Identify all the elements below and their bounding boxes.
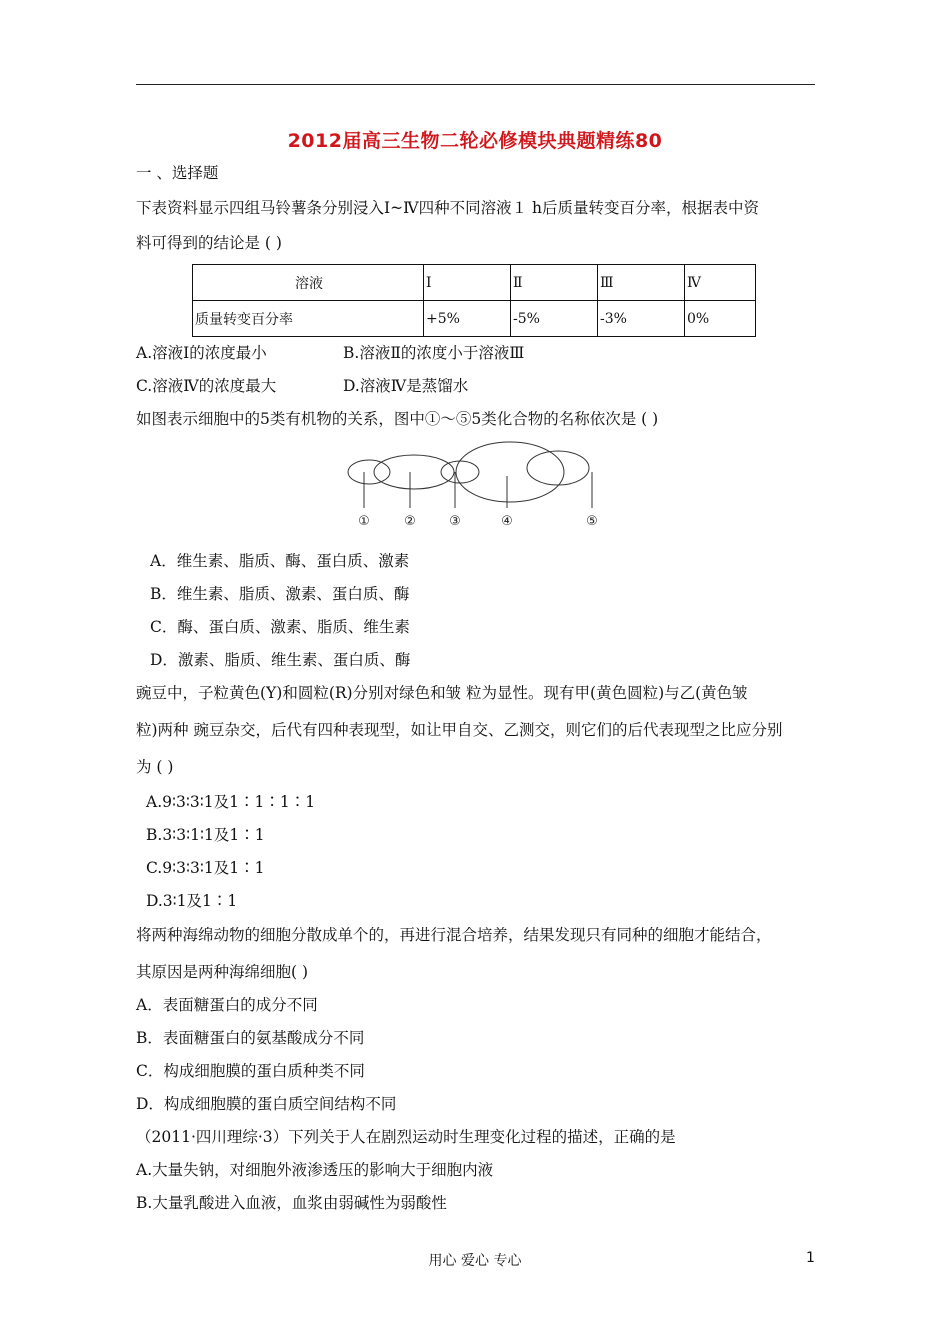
q5-option-a: A.大量失钠，对细胞外液渗透压的影响大于细胞内液 [136, 1161, 494, 1179]
section-heading: 一 、选择题 [136, 164, 219, 182]
q4-option-d: D．构成细胞膜的蛋白质空间结构不同 [136, 1095, 397, 1113]
q1-stem-line1: 下表资料显示四组马铃薯条分别浸入Ⅰ~Ⅳ四种不同溶液１ h后质量转变百分率，根据表中资 [136, 199, 760, 217]
ellipse-1 [348, 460, 390, 484]
ellipse-5 [527, 451, 589, 485]
table-cell: -5% [511, 301, 598, 337]
table-cell: 质量转变百分率 [193, 301, 424, 337]
diagram-label-4: ④ [501, 514, 513, 529]
q3-stem-line3: 为 ( ) [136, 758, 174, 776]
page-number: 1 [806, 1250, 815, 1266]
ellipse-4 [456, 442, 564, 502]
header-rule [136, 84, 815, 85]
table-header-row [193, 265, 756, 301]
q1-option-c: C.溶液Ⅳ的浓度最大 [136, 377, 277, 395]
ellipse-3 [441, 461, 479, 483]
diagram-label-1: ① [358, 514, 370, 529]
ellipse-2 [374, 455, 454, 489]
q1-option-b: B.溶液Ⅱ的浓度小于溶液Ⅲ [343, 344, 525, 362]
q4-option-b: B．表面糖蛋白的氨基酸成分不同 [136, 1029, 365, 1047]
q3-stem-line1: 豌豆中，子粒黄色(Y)和圆粒(R)分别对绿色和皱 粒为显性。现有甲(黄色圆粒)与乙(黄色皱 [136, 684, 748, 702]
page-footer: 用心 爱心 专心 [428, 1253, 522, 1269]
table-cell: Ⅲ [598, 265, 685, 301]
organic-compounds-venn-diagram [340, 432, 620, 532]
diagram-label-5: ⑤ [586, 514, 598, 529]
table-cell: +5% [424, 301, 511, 337]
q1-data-table [192, 264, 756, 337]
q3-stem-line2: 粒)两种 豌豆杂交，后代有四种表现型，如让甲自交、乙测交，则它们的后代表现型之比应分别 [136, 721, 783, 739]
q3-option-d: D.3∶1及1∶1 [146, 892, 238, 910]
table-cell: Ⅱ [511, 265, 598, 301]
q2-option-c: C．酶、蛋白质、激素、脂质、维生素 [150, 618, 410, 636]
q4-stem-line2: 其原因是两种海绵细胞( ) [136, 963, 309, 981]
q3-option-c: C.9∶3∶3∶1及1∶1 [146, 859, 265, 877]
q1-option-d: D.溶液Ⅳ是蒸馏水 [343, 377, 469, 395]
q4-stem-line1: 将两种海绵动物的细胞分散成单个的，再进行混合培养，结果发现只有同种的细胞才能结合， [136, 926, 772, 944]
q2-option-b: B．维生素、脂质、激素、蛋白质、酶 [150, 585, 410, 603]
q1-option-a: A.溶液Ⅰ的浓度最小 [136, 344, 267, 362]
q5-stem: （2011·四川理综·3）下列关于人在剧烈运动时生理变化过程的描述，正确的是 [136, 1128, 676, 1146]
table-cell: Ⅳ [685, 265, 756, 301]
diagram-label-2: ② [404, 514, 416, 529]
diagram-label-3: ③ [449, 514, 461, 529]
q2-option-a: A．维生素、脂质、酶、蛋白质、激素 [150, 552, 410, 570]
q4-option-c: C．构成细胞膜的蛋白质种类不同 [136, 1062, 365, 1080]
page-title: 2012届高三生物二轮必修模块典题精练80 [287, 130, 663, 152]
table-cell: -3% [598, 301, 685, 337]
table-cell: 0% [685, 301, 756, 337]
table-cell: 溶液 [193, 265, 424, 301]
q2-option-d: D．激素、脂质、维生素、蛋白质、酶 [150, 651, 411, 669]
table-cell: Ⅰ [424, 265, 511, 301]
q4-option-a: A．表面糖蛋白的成分不同 [136, 996, 318, 1014]
table-row [193, 301, 756, 337]
q2-stem: 如图表示细胞中的5类有机物的关系，图中①～⑤5类化合物的名称依次是 ( ) [136, 410, 659, 428]
q5-option-b: B.大量乳酸进入血液，血浆由弱碱性为弱酸性 [136, 1194, 447, 1212]
q3-option-a: A.9∶3∶3∶1及1∶1∶1∶1 [146, 793, 316, 811]
q1-stem-line2: 料可得到的结论是 ( ) [136, 234, 282, 252]
q3-option-b: B.3∶3∶1∶1及1∶1 [146, 826, 265, 844]
